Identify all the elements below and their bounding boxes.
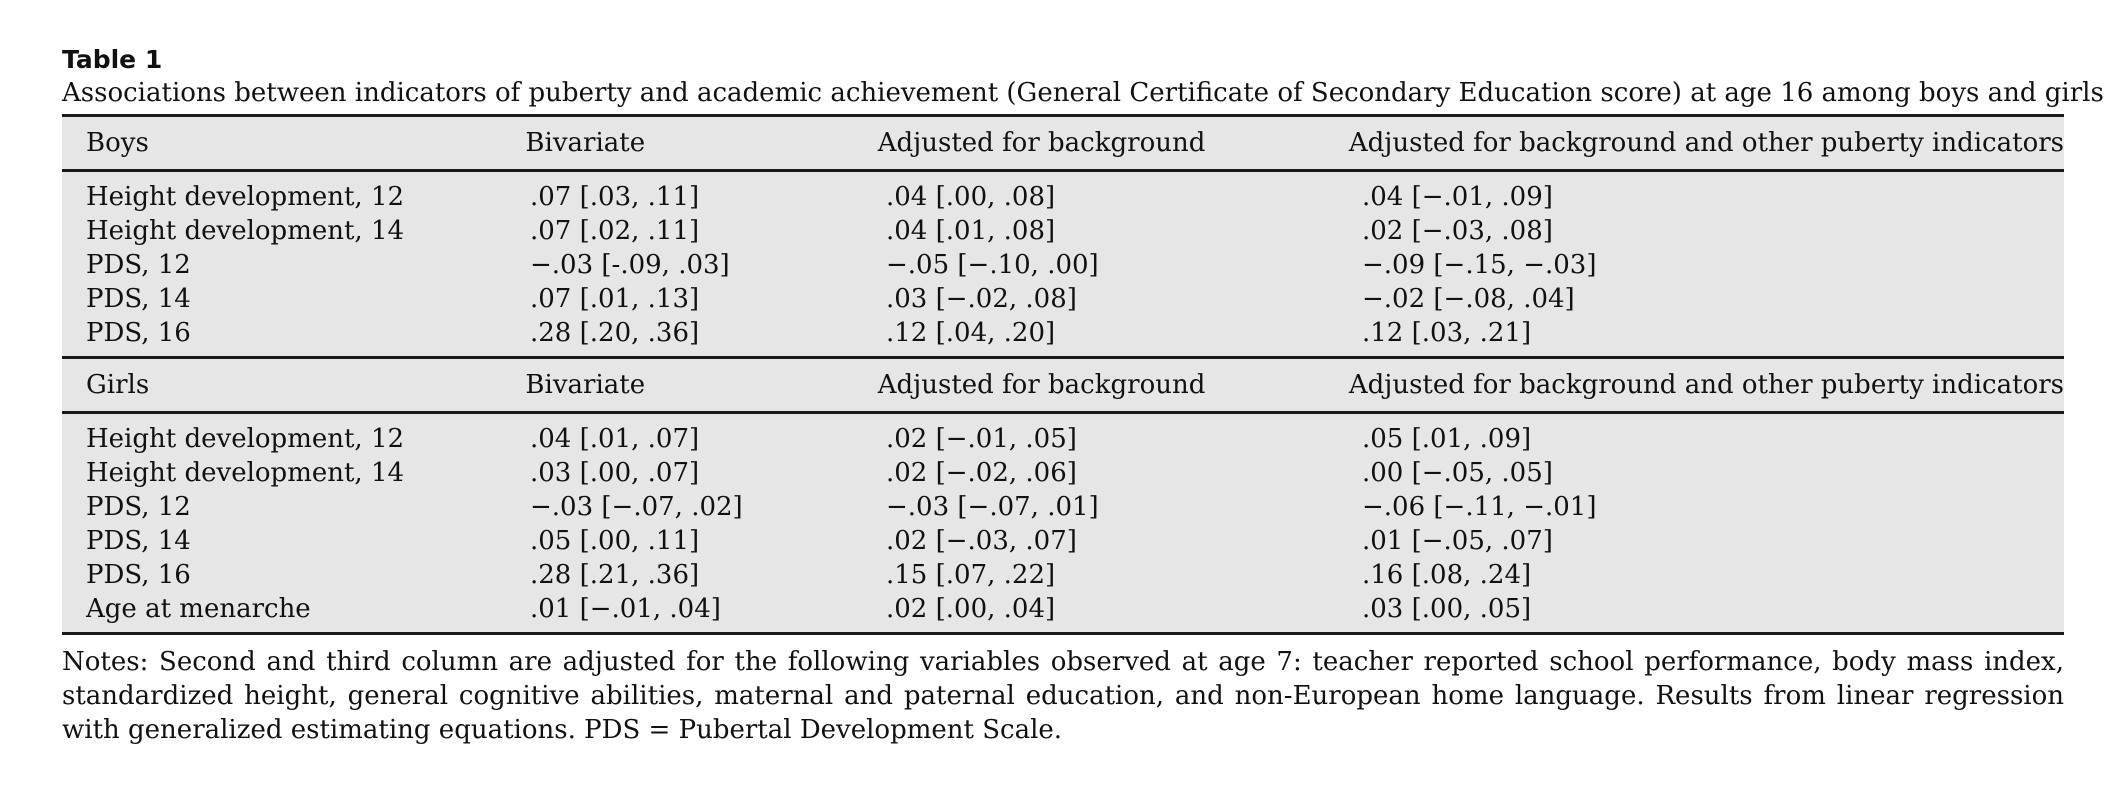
table-row: [62, 422, 2064, 456]
table-cell: .02 [−.01, .05]: [886, 424, 1077, 454]
table-row: [62, 558, 2064, 592]
table-cell: Height development, 12: [86, 182, 405, 212]
table-cell: .05 [.01, .09]: [1362, 424, 1532, 454]
table-label: Table 1: [62, 45, 163, 74]
table-cell: .01 [−.01, .04]: [530, 594, 721, 624]
table-cell: −.02 [−.08, .04]: [1362, 284, 1575, 314]
column-header: Bivariate: [525, 128, 646, 158]
table-cell: .15 [.07, .22]: [886, 560, 1056, 590]
table-cell: .12 [.03, .21]: [1362, 318, 1532, 348]
table-cell: .05 [.00, .11]: [530, 526, 700, 556]
table-cell: .04 [.01, .07]: [530, 424, 700, 454]
table-cell: .04 [.00, .08]: [886, 182, 1056, 212]
table-cell: −.03 [-.09, .03]: [530, 250, 730, 280]
column-header: Adjusted for background: [877, 370, 1206, 400]
table-cell: .00 [−.05, .05]: [1362, 458, 1553, 488]
table-cell: −.09 [−.15, −.03]: [1362, 250, 1597, 280]
table-cell: .02 [−.03, .08]: [1362, 216, 1553, 246]
table-cell: .02 [.00, .04]: [886, 594, 1056, 624]
table-cell: .03 [−.02, .08]: [886, 284, 1077, 314]
table-cell: PDS, 16: [86, 318, 191, 348]
table-row: [62, 316, 2064, 350]
table-row: [62, 248, 2064, 282]
table-cell: .07 [.02, .11]: [530, 216, 700, 246]
table-row: [62, 214, 2064, 248]
table-cell: .01 [−.05, .07]: [1362, 526, 1553, 556]
table-cell: .12 [.04, .20]: [886, 318, 1056, 348]
column-header: Adjusted for background: [877, 128, 1206, 158]
table-cell: .04 [−.01, .09]: [1362, 182, 1553, 212]
girls-header-row: [62, 359, 2064, 414]
table-cell: .02 [−.02, .06]: [886, 458, 1077, 488]
table-cell: .07 [.01, .13]: [530, 284, 700, 314]
table-cell: Height development, 14: [86, 458, 405, 488]
table-cell: −.03 [−.07, .01]: [886, 492, 1099, 522]
table-notes: Notes: Second and third column are adjusted for the following variables observed at age 7: teacher reported school performance, body mass index, standardized height, general cognitive abilities, maternal and paternal education, and non-European home language. Results from linear regression with generalized estimating equations. PDS = Pubertal Development Scale.: [62, 647, 2064, 745]
column-header: Girls: [86, 370, 150, 400]
table-figure: [62, 44, 2104, 747]
table-cell: .07 [.03, .11]: [530, 182, 700, 212]
table-row: [62, 456, 2064, 490]
table-cell: −.05 [−.10, .00]: [886, 250, 1099, 280]
table-cell: .03 [.00, .05]: [1362, 594, 1532, 624]
table-cell: .03 [.00, .07]: [530, 458, 700, 488]
column-header: Adjusted for background and other puberty indicators: [1348, 370, 2064, 400]
table-caption: Associations between indicators of puberty and academic achievement (General Certificate of Secondary Education score) at age 16 among boys and girls: [62, 78, 2104, 108]
table-cell: PDS, 14: [86, 526, 191, 556]
table-cell: Height development, 12: [86, 424, 405, 454]
table-cell: .28 [.20, .36]: [530, 318, 700, 348]
boys-header-row: [62, 117, 2064, 172]
table-cell: PDS, 16: [86, 560, 191, 590]
column-header: Boys: [86, 128, 149, 158]
table-row: [62, 490, 2064, 524]
table-cell: .16 [.08, .24]: [1362, 560, 1532, 590]
table-cell: PDS, 12: [86, 250, 191, 280]
table-cell: .04 [.01, .08]: [886, 216, 1056, 246]
column-header: Adjusted for background and other puberty indicators: [1348, 128, 2064, 158]
table-cell: PDS, 14: [86, 284, 191, 314]
column-header: Bivariate: [525, 370, 646, 400]
table-cell: −.03 [−.07, .02]: [530, 492, 743, 522]
boys-body: [62, 172, 2064, 359]
table-cell: .28 [.21, .36]: [530, 560, 700, 590]
table-row: [62, 592, 2064, 626]
table-cell: .02 [−.03, .07]: [886, 526, 1077, 556]
table-cell: Age at menarche: [86, 594, 311, 624]
table-cell: PDS, 12: [86, 492, 191, 522]
table-cell: −.06 [−.11, −.01]: [1362, 492, 1597, 522]
table-row: [62, 524, 2064, 558]
data-table: [62, 114, 2064, 635]
table-row: [62, 180, 2064, 214]
table-cell: Height development, 14: [86, 216, 405, 246]
table-row: [62, 282, 2064, 316]
girls-body: [62, 414, 2064, 632]
